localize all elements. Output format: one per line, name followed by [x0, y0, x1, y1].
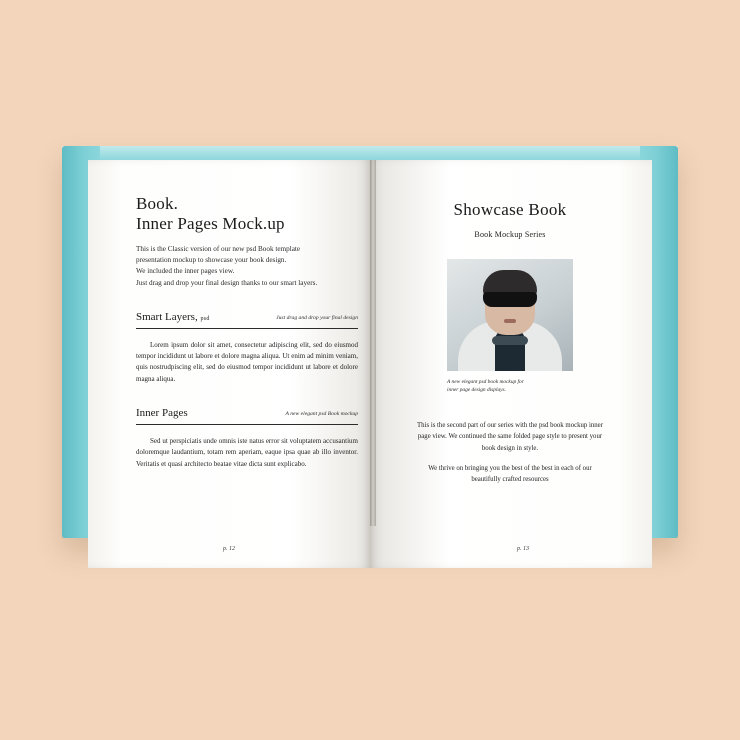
section-header [136, 311, 358, 329]
section-title [136, 311, 210, 323]
intro-line-2: presentation mockup to showcase your book design. [136, 256, 287, 265]
right-page-title: Showcase Book [453, 200, 567, 219]
photo-lips [504, 319, 516, 323]
portrait-sunglasses-photo [447, 259, 573, 371]
right-body-paragraph-1: This is the second part of our series with the psd book mockup inner page view. We continued the same folded page style to present your book design in style. [417, 422, 603, 452]
section-body: Sed ut perspiciatis unde omnis iste natus error sit voluptatem accusantium doloremque laudantium, totam rem aperiam, eaque ipsa quae ab illo inventor. Veritatis et quasi architecto beatae vitae dicta sunt explicabo. [136, 437, 358, 468]
section-body: Lorem ipsum dolor sit amet, consectetur adipiscing elit, sed do eiusmod tempor incididunt ut labore et dolore magna aliqua. Ut enim ad minim veniam, quis nostrudpiscing elit, sed do eiusmod tempor incididunt ut labore et dolore magna aliqua. [136, 340, 358, 383]
left-page-folio: p. 12 [223, 546, 235, 552]
right-body-paragraph-2: We thrive on bringing you the best of the best in each of our beautifully crafted resources [428, 464, 592, 484]
photo-caption-line-1: A new elegant psd book mockup for [447, 379, 524, 385]
sunglasses-icon [483, 292, 537, 307]
intro-line-4: Just drag and drop your final design thanks to our smart layers. [136, 278, 318, 287]
left-page-title [136, 194, 340, 234]
right-page-body [417, 420, 603, 485]
open-book [62, 146, 678, 552]
section-title [136, 407, 188, 419]
right-page-folio: p. 13 [517, 546, 529, 552]
section-note: Just drag and drop your final design [276, 315, 358, 322]
photo-block [447, 259, 573, 394]
photo-collar [492, 336, 528, 345]
title-line-1: Book. [136, 194, 179, 213]
left-page [88, 160, 370, 568]
intro-line-1: This is the Classic version of our new psd Book template [136, 245, 301, 254]
title-line-2: Inner Pages Mock.up [136, 214, 285, 234]
right-page-subtitle: Book Mockup Series [474, 230, 546, 239]
intro-line-3: We included the inner pages view. [136, 267, 235, 276]
section-title-text: Inner Pages [136, 407, 188, 420]
photo-caption [447, 378, 573, 394]
section-note: A new elegant psd Book mockup [285, 411, 358, 418]
section-title-text: Smart Layers, [136, 310, 198, 323]
intro-paragraph [136, 244, 340, 289]
photo-caption-line-2: inner page design displays. [447, 387, 506, 394]
right-page [370, 160, 652, 568]
page-spread [88, 160, 652, 552]
cover-top-highlight [62, 146, 678, 160]
section-inner-pages [136, 407, 358, 470]
section-title-subscript: psd [200, 315, 210, 322]
section-header [136, 407, 358, 425]
section-smart-layers [136, 311, 358, 385]
